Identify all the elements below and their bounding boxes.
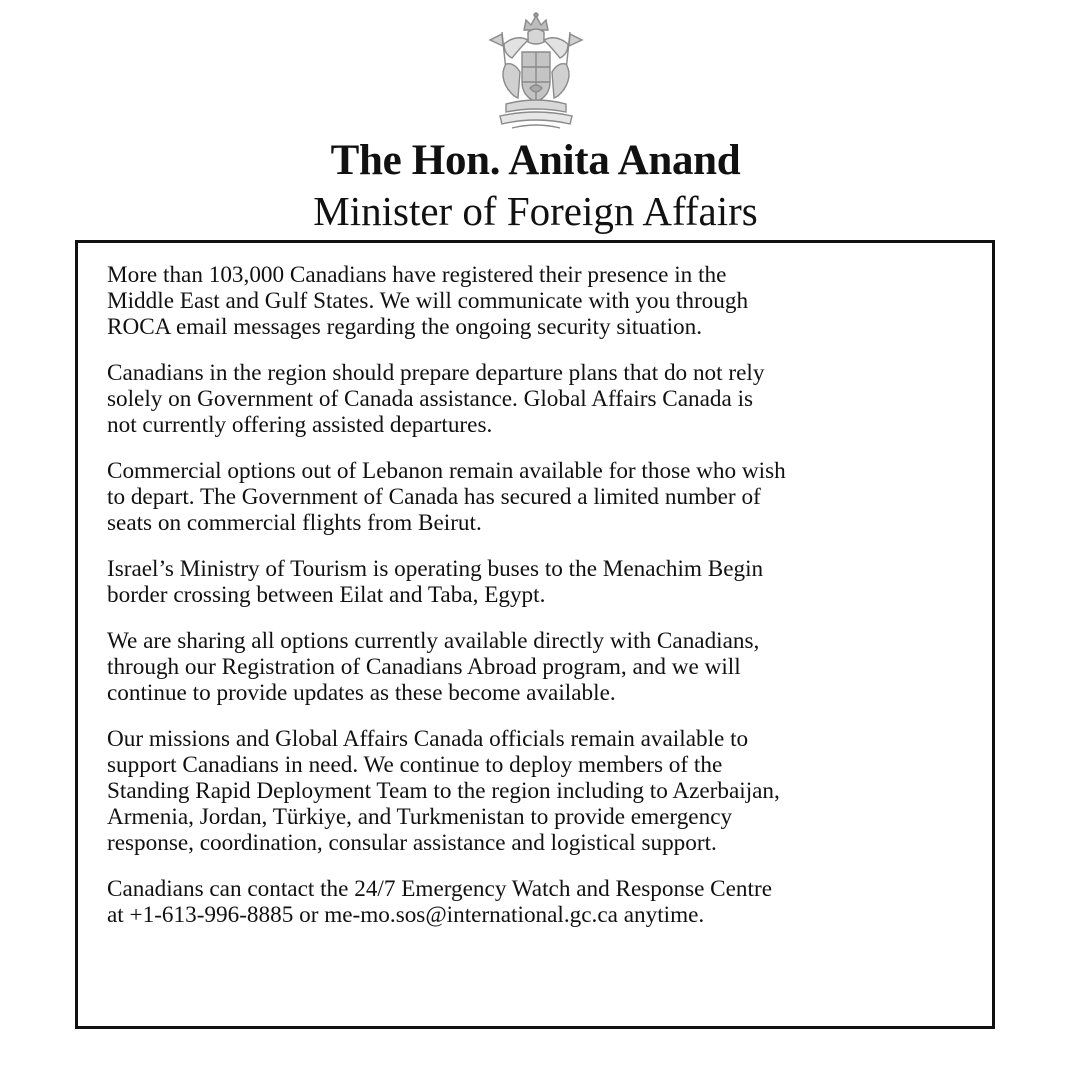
text-line: seats on commercial flights from Beirut. xyxy=(107,510,482,536)
text-line: Armenia, Jordan, Türkiye, and Turkmenistan to provide emergency xyxy=(107,804,733,830)
text-line: support Canadians in need. We continue to deploy members of the xyxy=(107,752,723,778)
paragraph-missions-support xyxy=(107,726,987,856)
text-line: Our missions and Global Affairs Canada officials remain available to xyxy=(107,726,749,752)
text-line: ROCA email messages regarding the ongoing security situation. xyxy=(107,314,703,340)
text-line: continue to provide updates as these become available. xyxy=(107,680,616,706)
text-line: Standing Rapid Deployment Team to the region including to Azerbaijan, xyxy=(107,778,780,804)
text-line: We are sharing all options currently available directly with Canadians, xyxy=(107,628,760,654)
text-line: Middle East and Gulf States. We will communicate with you through xyxy=(107,288,749,314)
coat-of-arms-icon xyxy=(486,12,586,132)
paragraph-departure-plans xyxy=(107,360,987,438)
paragraph-israel-buses xyxy=(107,556,987,608)
text-line: to depart. The Government of Canada has secured a limited number of xyxy=(107,484,761,510)
text-line: response, coordination, consular assistance and logistical support. xyxy=(107,830,717,856)
minister-title: Minister of Foreign Affairs xyxy=(313,188,758,234)
paragraph-lebanon-options xyxy=(107,458,987,536)
text-line: at +1-613-996-8885 or me-mo.sos@international.gc.ca anytime. xyxy=(107,902,705,928)
paragraph-contact xyxy=(107,876,987,928)
statement-box xyxy=(75,240,995,1029)
text-line: border crossing between Eilat and Taba, Egypt. xyxy=(107,582,546,608)
text-line: not currently offering assisted departures. xyxy=(107,412,493,438)
paragraph-registration xyxy=(107,262,987,340)
minister-name: The Hon. Anita Anand xyxy=(330,137,741,184)
paragraph-sharing-options xyxy=(107,628,987,706)
statement-body xyxy=(107,262,987,948)
text-line: solely on Government of Canada assistance. Global Affairs Canada is xyxy=(107,386,754,412)
text-line: Canadians can contact the 24/7 Emergency Watch and Response Centre xyxy=(107,876,772,902)
text-line: More than 103,000 Canadians have registered their presence in the xyxy=(107,262,727,288)
text-line: Israel’s Ministry of Tourism is operating buses to the Menachim Begin xyxy=(107,556,764,582)
text-line: through our Registration of Canadians Abroad program, and we will xyxy=(107,654,741,680)
text-line: Canadians in the region should prepare departure plans that do not rely xyxy=(107,360,765,386)
text-line: Commercial options out of Lebanon remain available for those who wish xyxy=(107,458,786,484)
